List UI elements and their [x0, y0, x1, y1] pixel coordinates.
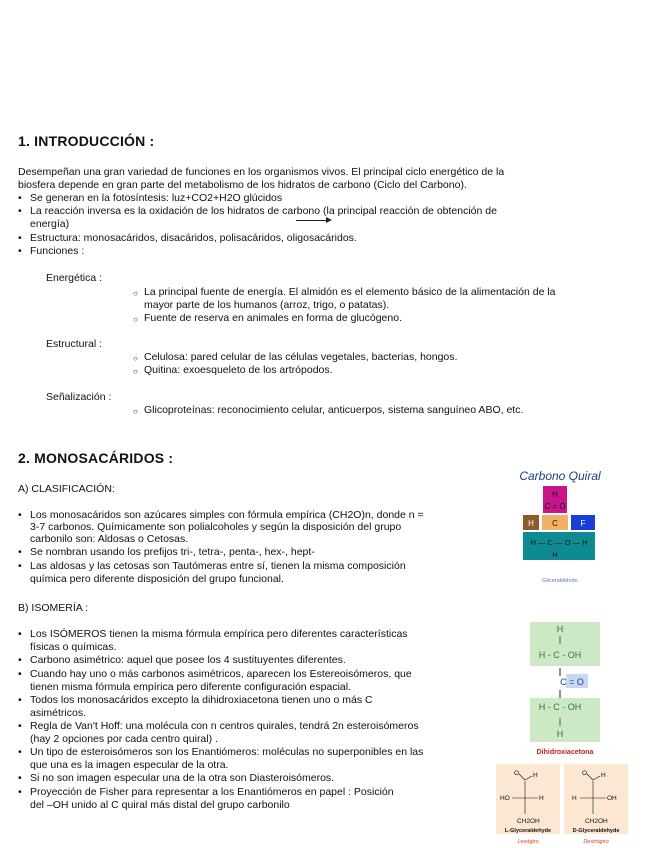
iso-line-6: • Todos los monosacáridos excepto la dihidroxiacetona tienen uno o más C — [30, 694, 373, 707]
iso-line-11: que una es la imagen especular de la otra. — [30, 759, 229, 771]
quiral-top-h: H — [552, 490, 558, 499]
reaction-arrow-head — [326, 217, 332, 223]
intro-line-2: biosfera depende en gran parte del metabolismo de los hidratos de carbono (Ciclo del Carbono). — [18, 179, 467, 191]
clasif-line-2: 3-7 carbonos. Químicamente son polialcoholes y según la disposición del grupo — [30, 521, 402, 533]
svg-text:CH2OH: CH2OH — [585, 818, 608, 825]
quiral-bottom-h: H — [552, 550, 558, 559]
iso-line-9: (hay 2 opciones por cada centro quiral) . — [30, 733, 218, 745]
clasif-line-5: • Las aldosas y las cetosas son Tautómeras entre sí, tienen la misma composición — [30, 560, 406, 573]
iso-line-2: físicas o químicas. — [30, 641, 117, 653]
bullet-estructura: • Estructura: monosacáridos, disacáridos, polisacáridos, oligosacáridos. — [30, 232, 357, 245]
bullet-reaccion-cont: energía) — [30, 218, 70, 230]
energetica-item-2: ○ Fuente de reserva en animales en forma de glucógeno. — [144, 312, 402, 325]
energetica-item-1: ○ La principal fuente de energía. El almidón es el elemento básico de la alimentación de la — [144, 286, 556, 299]
iso-line-10: • Un tipo de esteroisómeros son los Enantiómeros: moléculas no superponibles en las — [30, 746, 423, 759]
iso-line-3: • Carbono asimétrico: aquel que posee los 4 sustituyentes diferentes. — [30, 654, 346, 667]
estructural-item-1: ○ Celulosa: pared celular de las células vegetales, bacterias, hongos. — [144, 351, 457, 364]
iso-line-12: • Si no son imagen especular una de la otra son Diasteroisómeros. — [30, 772, 334, 785]
quiral-bottom: H — C — O — H — [530, 538, 588, 547]
dextrogiro-label: Dextrógiro — [583, 839, 609, 845]
senalizacion-label: Señalización : — [46, 391, 112, 403]
dihidroxi-line-2: H - C - OH — [538, 650, 582, 660]
iso-line-7: asimétricos. — [30, 707, 87, 719]
quiral-right: F — [580, 519, 586, 528]
dihidroxi-line-4: H - C - OH — [538, 702, 582, 712]
svg-text:H: H — [601, 772, 606, 779]
svg-text:O: O — [514, 770, 520, 777]
section-1-title: 1. INTRODUCCIÓN : — [18, 133, 155, 149]
intro-line-1: Desempeñan una gran variedad de funciones en los organismos vivos. El principal ciclo energético de la — [18, 166, 505, 178]
svg-text:H: H — [572, 795, 577, 802]
clasif-line-3: carbonilo son: Aldosas o Cetosas. — [30, 533, 189, 545]
clasif-line-6: química pero diferente disposición del grupo funcional. — [30, 573, 284, 585]
svg-text:HO: HO — [500, 795, 510, 802]
iso-line-4: • Cuando hay uno o más carbonos asimétricos, aparecen los Estereoisómeros, que — [30, 668, 412, 681]
iso-line-13: • Proyección de Fisher para representar a los Enantiómeros en papel : Posición — [30, 786, 394, 799]
senalizacion-item-1: ○ Glicoproteínas: reconocimiento celular, anticuerpos, sistema sanguíneo ABO, etc. — [144, 404, 523, 417]
clasificacion-title: A) CLASIFICACIÓN: — [18, 483, 115, 495]
dihidroxi-line-3: C = O — [560, 677, 584, 687]
clasif-line-4: • Se nombran usando los prefijos tri-, tetra-, penta-, hex-, hept- — [30, 546, 315, 559]
svg-text:OH: OH — [607, 795, 617, 802]
svg-text:CH2OH: CH2OH — [517, 818, 540, 825]
bullet-fotosintesis: • Se generan en la fotosíntesis: luz+CO2+H2O glúcidos — [30, 192, 282, 205]
svg-text:H: H — [539, 795, 544, 802]
iso-line-14: del –OH unido al C quiral más distal del grupo carbonilo — [30, 799, 290, 811]
carbono-quiral-figure — [512, 462, 608, 590]
d-glyceraldehyde-label: D-Glyceraldehyde — [572, 828, 620, 834]
svg-text:H: H — [533, 772, 538, 779]
section-2-title: 2. MONOSACÁRIDOS : — [18, 450, 174, 466]
svg-text:O: O — [582, 770, 588, 777]
quiral-co: C = O — [544, 502, 566, 511]
reaction-arrow-line — [296, 220, 330, 221]
isomeria-title: B) ISOMERÍA : — [18, 602, 89, 614]
bullet-funciones: • Funciones : — [30, 245, 84, 258]
quiral-caption: Gliceraldehído — [542, 578, 578, 584]
energetica-item-1-cont: mayor parte de los humanos (arroz, trigo, o patatas). — [144, 299, 390, 311]
dihidroxi-line-5: H — [556, 729, 564, 739]
levogiro-label: Levógiro — [517, 839, 539, 845]
dihidroxi-line-1: H — [556, 624, 564, 634]
iso-line-1: • Los ISÓMEROS tienen la misma fórmula empírica pero diferentes características — [30, 628, 408, 641]
estructural-item-2: ○ Quitina: exoesqueleto de los artrópodos. — [144, 364, 333, 377]
quiral-title: Carbono Quiral — [519, 469, 601, 483]
glyceraldehyde-figure — [492, 764, 632, 848]
iso-line-5: tienen misma fórmula empírica pero diferente configuración espacial. — [30, 681, 351, 693]
energetica-label: Energética : — [46, 272, 103, 284]
quiral-left-h: H — [528, 519, 534, 528]
dihidroxi-caption: Dihidroxiacetona — [536, 749, 594, 756]
iso-line-8: • Regla de Van't Hoff: una molécula con n centros quirales, tendrá 2n esteroisómeros — [30, 720, 419, 733]
estructural-label: Estructural : — [46, 338, 103, 350]
clasif-line-1: • Los monosacáridos son azúcares simples con fórmula empírica (CH2O)n, donde n = — [30, 509, 424, 522]
quiral-center-c: C — [552, 519, 558, 528]
bullet-reaccion-inversa: • La reacción inversa es la oxidación de los hidratos de carbono (la principal reacción de obtención de — [30, 205, 497, 218]
l-glyceraldehyde-label: L-Glyceraldehyde — [504, 828, 552, 834]
dihidroxiacetona-figure — [522, 620, 608, 760]
